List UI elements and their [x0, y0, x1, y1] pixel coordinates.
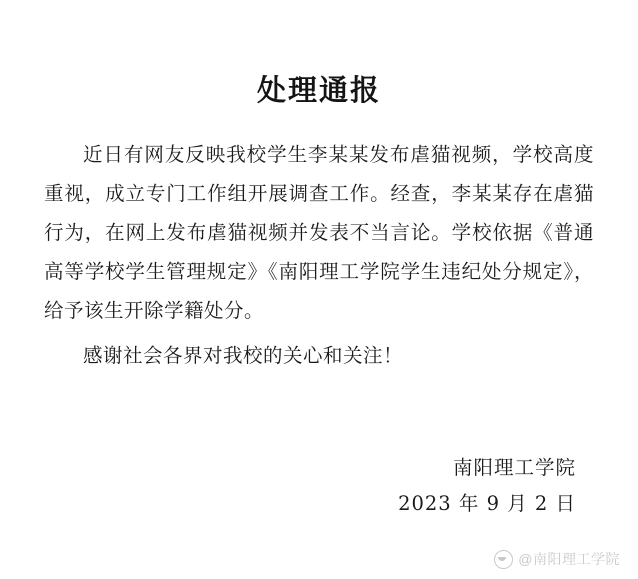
paragraph-thanks: 感谢社会各界对我校的关心和关注！ — [83, 344, 404, 367]
document-body — [0, 109, 638, 375]
signature-block — [398, 450, 576, 522]
page-title: 处理通报 — [256, 73, 381, 107]
watermark — [494, 549, 620, 569]
paragraph-main: 近日有网友反映我校学生李某某发布虐猫视频，学校高度重视，成立专门工作组开展调查工作。经查，李某某存在虐猫行为，在网上发布虐猫视频并发表不当言论。学校依据《普通高等学校学生管理规定》《南阳理工学院学生违纪处分规定》，给予该生开除学籍处分。 — [44, 143, 594, 322]
weibo-eye-icon — [494, 550, 513, 569]
watermark-label: @南阳理工学院 — [518, 551, 620, 567]
signature-date: 2023 年 9 月 2 日 — [398, 492, 576, 515]
signature-organization: 南阳理工学院 — [452, 456, 576, 479]
